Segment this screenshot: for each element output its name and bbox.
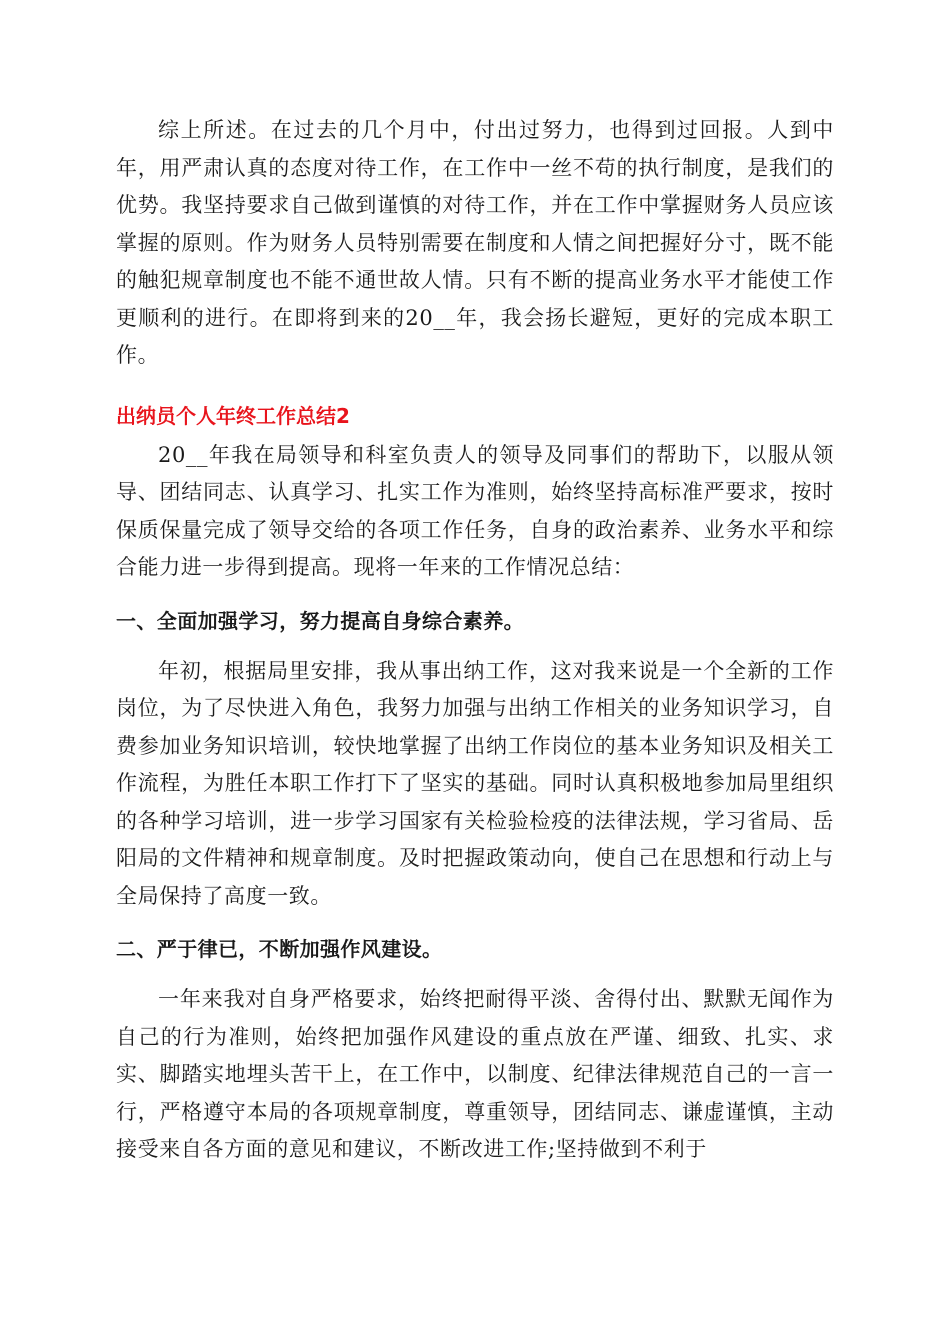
section-title: 出纳员个人年终工作总结2 [116, 403, 350, 428]
paragraph-summary: 综上所述。在过去的几个月中，付出过努力，也得到过回报。人到中年，用严肃认真的态度对待工作，在工作中一丝不苟的执行制度，是我们的优势。我坚持要求自己做到谨慎的对待工作，并在工作中掌握财务人员应该掌握的原则。作为财务人员特别需要在制度和人情之间把握好分寸，既不能的触犯规章制度也不能不通世故人情。只有不断的提高业务水平才能使工作更顺利的进行。在即将到来的20__年，我会扬长避短，更好的完成本职工作。 [116, 118, 834, 367]
paragraph-study: 年初，根据局里安排，我从事出纳工作，这对我来说是一个全新的工作岗位，为了尽快进入角色，我努力加强与出纳工作相关的业务知识学习，自费参加业务知识培训，较快地掌握了出纳工作岗位的基本业务知识及相关工作流程，为胜任本职工作打下了坚实的基础。同时认真积极地参加局里组织的各种学习培训，进一步学习国家有关检验检疫的法律法规，学习省局、岳阳局的文件精神和规章制度。及时把握政策动向，使自己在思想和行动上与全局保持了高度一致。 [116, 658, 834, 908]
paragraph-intro: 20__年我在局领导和科室负责人的领导及同事们的帮助下，以服从领导、团结同志、认真学习、扎实工作为准则，始终坚持高标准严要求，按时保质保量完成了领导交给的各项工作任务，自身的政治素养、业务水平和综合能力进一步得到提高。现将一年来的工作情况总结： [116, 442, 834, 579]
heading-study: 一、全面加强学习，努力提高自身综合素养。 [116, 608, 524, 633]
document-page [116, 112, 834, 1169]
heading-discipline: 二、严于律已，不断加强作风建设。 [116, 937, 443, 961]
paragraph-discipline: 一年来我对自身严格要求，始终把耐得平淡、舍得付出、默默无闻作为自己的行为准则，始终把加强作风建设的重点放在严谨、细致、扎实、求实、脚踏实地埋头苦干上，在工作中，以制度、纪律法律规范自己的一言一行，严格遵守本局的各项规章制度，尊重领导，团结同志、谦虚谨慎，主动接受来自各方面的意见和建议，不断改进工作;坚持做到不利于 [116, 987, 834, 1161]
